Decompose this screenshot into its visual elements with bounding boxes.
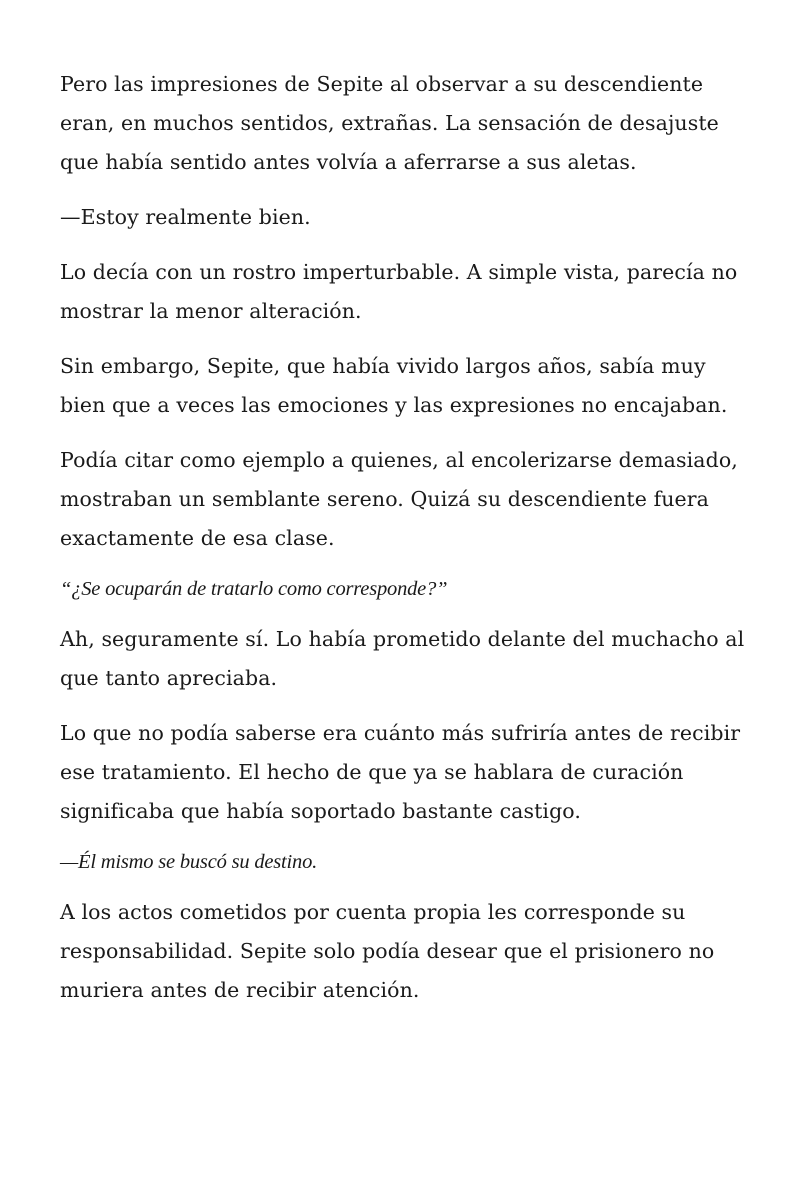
document-page (60, 65, 750, 1026)
paragraph: Lo que no podía saberse era cuánto más sufriría antes de recibir ese tratamiento. El hecho de que ya se hablara de curación significaba que había soportado bastante castigo. (60, 721, 741, 823)
paragraph: Pero las impresiones de Sepite al observar a su descendiente eran, en muchos sentidos, extrañas. La sensación de desajuste que había sentido antes volvía a aferrarse a sus aletas. (60, 72, 719, 174)
italic-quote: “¿Se ocuparán de tratarlo como corresponde?” (60, 578, 448, 600)
paragraph: A los actos cometidos por cuenta propia les corresponde su responsabilidad. Sepite solo podía desear que el prisionero no muriera antes de recibir atención. (60, 900, 715, 1002)
italic-dialogue: —Él mismo se buscó su destino. (60, 851, 318, 873)
paragraph: Ah, seguramente sí. Lo había prometido delante del muchacho al que tanto apreciaba. (60, 627, 745, 690)
paragraph: Sin embargo, Sepite, que había vivido largos años, sabía muy bien que a veces las emociones y las expresiones no encajaban. (60, 354, 728, 417)
paragraph: Podía citar como ejemplo a quienes, al encolerizarse demasiado, mostraban un semblante sereno. Quizá su descendiente fuera exactamente de esa clase. (60, 448, 738, 550)
paragraph: Lo decía con un rostro imperturbable. A simple vista, parecía no mostrar la menor alteración. (60, 260, 738, 323)
dialogue-line: —Estoy realmente bien. (60, 205, 311, 229)
